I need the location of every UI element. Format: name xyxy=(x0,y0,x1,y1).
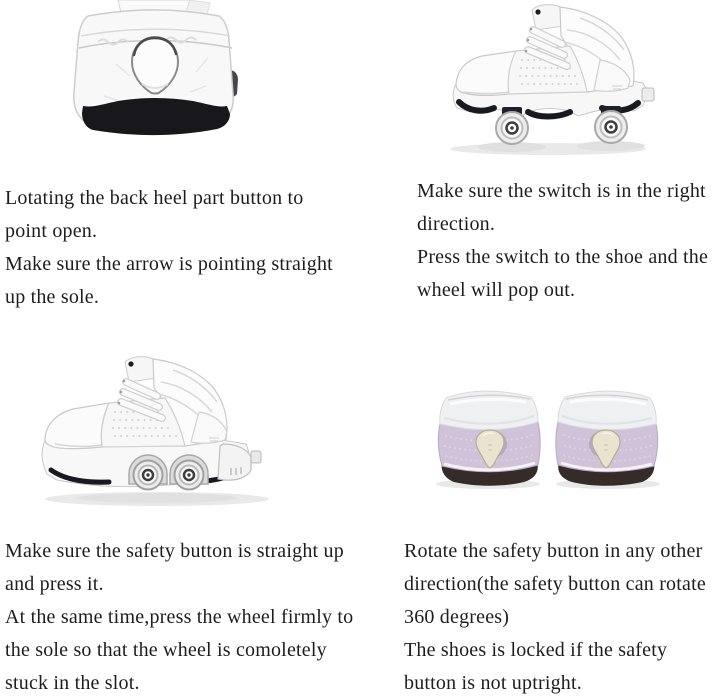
caption-line: The shoes is locked if the safety xyxy=(404,639,668,661)
toe-cap xyxy=(456,51,516,95)
heel-back-illustration xyxy=(58,0,253,145)
heel-with-safety-button xyxy=(436,391,540,489)
rear-release-tab xyxy=(251,451,261,463)
caption-line: 360 degrees) xyxy=(404,606,510,628)
caption-line: direction. xyxy=(417,213,496,235)
photo-heel-pair-safety-buttons xyxy=(430,390,666,490)
sneaker-wheels-in-illustration xyxy=(25,348,280,508)
caption-line: Make sure the safety button is straight up xyxy=(5,540,344,562)
tongue xyxy=(532,5,564,30)
caption-step-3 xyxy=(5,535,353,700)
photo-sneaker-wheels-in xyxy=(25,348,280,508)
rear-wheel xyxy=(595,111,627,143)
tongue-logo xyxy=(535,9,540,14)
caption-step-2 xyxy=(417,175,708,307)
caption-line: wheel will pop out. xyxy=(417,279,576,301)
caption-line: stuck in the slot. xyxy=(5,672,140,694)
toe-cap xyxy=(45,403,109,449)
caption-line: Make sure the switch is in the right xyxy=(417,180,706,202)
front-wheel xyxy=(496,112,528,144)
caption-line: point open. xyxy=(5,220,98,242)
sneaker-wheels-out-illustration xyxy=(430,0,660,158)
caption-line: Lotating the back heel part button to xyxy=(5,187,304,209)
rear-release-tab xyxy=(642,88,654,101)
tongue-logo xyxy=(128,361,133,366)
heel-pair-illustration xyxy=(430,390,666,490)
photo-sneaker-wheels-out xyxy=(430,0,660,158)
heel-with-safety-button-mirrored xyxy=(556,391,660,489)
photo-heel-back-button xyxy=(58,0,253,145)
caption-line: Press the switch to the shoe and the xyxy=(417,246,709,268)
caption-step-4 xyxy=(404,535,706,700)
caption-line: direction(the safety button can rotate xyxy=(404,573,706,595)
caption-line: At the same time,press the wheel firmly to xyxy=(5,606,354,628)
caption-line: up the sole. xyxy=(5,286,100,308)
tongue xyxy=(125,357,157,382)
caption-line: Rotate the safety button in any other xyxy=(404,540,703,562)
caption-line: the sole so that the wheel is comoletely xyxy=(5,639,327,661)
retracted-wheel xyxy=(134,461,163,490)
caption-line: and press it. xyxy=(5,573,104,595)
caption-line: button is not uptright. xyxy=(404,672,582,694)
caption-line: Make sure the arrow is pointing straight xyxy=(5,253,333,275)
caption-step-1 xyxy=(5,182,333,314)
retracted-wheel xyxy=(175,461,204,490)
